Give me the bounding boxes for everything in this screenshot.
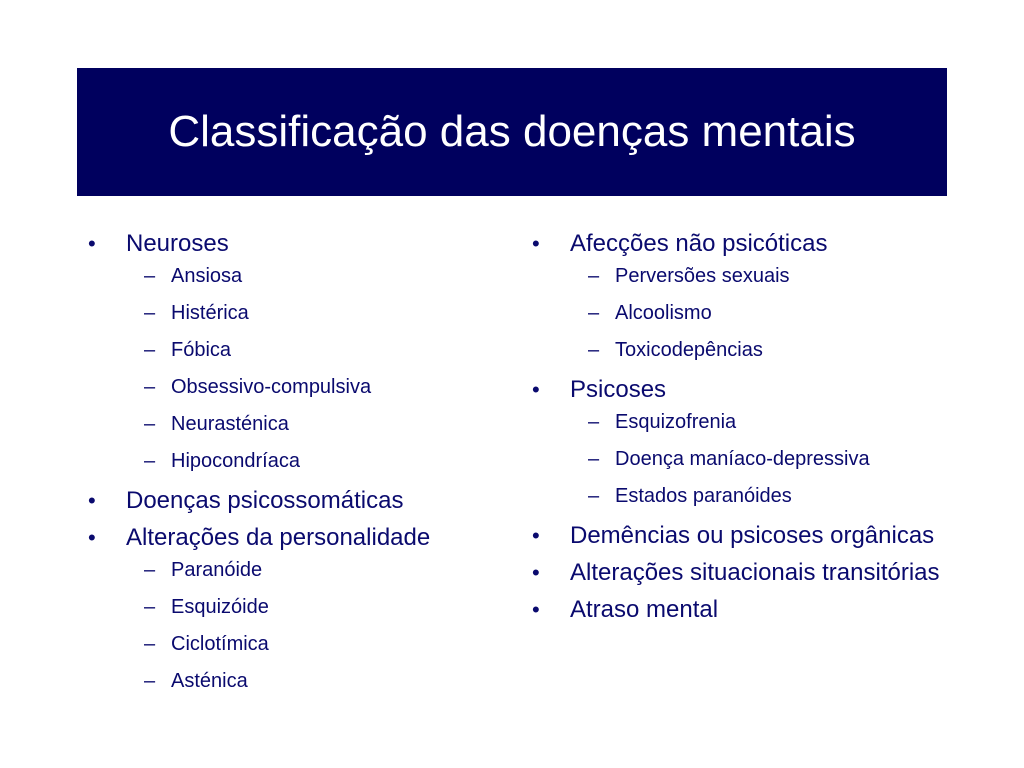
sub-list [88, 558, 508, 693]
sub-item-label: Obsessivo-compulsiva [171, 376, 372, 398]
dash-icon: – [588, 485, 600, 507]
dash-icon: – [588, 302, 600, 324]
bullet-level1 [532, 375, 972, 405]
sub-item [88, 632, 508, 656]
bullet-item [532, 558, 972, 588]
bullet-dot-icon: • [532, 231, 540, 256]
sub-item [88, 301, 508, 325]
bullet-level1 [532, 229, 972, 259]
bullet-item [532, 375, 972, 508]
bullet-label: Afecções não psicóticas [570, 230, 828, 257]
dash-icon: – [144, 265, 156, 287]
bullet-label: Alterações da personalidade [126, 524, 431, 551]
left-bullet-list [88, 229, 508, 693]
bullet-label: Neuroses [126, 230, 229, 257]
sub-item [532, 410, 972, 434]
sub-item-label: Esquizóide [171, 596, 269, 618]
sub-list [88, 264, 508, 473]
sub-item-label: Ciclotímica [171, 633, 269, 655]
bullet-item [88, 229, 508, 473]
bullet-dot-icon: • [532, 523, 540, 548]
bullet-dot-icon: • [88, 231, 96, 256]
sub-item [532, 447, 972, 471]
dash-icon: – [144, 302, 156, 324]
sub-item [88, 338, 508, 362]
sub-item-label: Perversões sexuais [615, 265, 790, 287]
dash-icon: – [144, 339, 156, 361]
dash-icon: – [588, 339, 600, 361]
bullet-level1 [532, 521, 972, 551]
sub-item-label: Doença maníaco-depressiva [615, 448, 870, 470]
sub-item [88, 449, 508, 473]
bullet-dot-icon: • [532, 560, 540, 585]
sub-item [88, 412, 508, 436]
sub-item-label: Neurasténica [171, 413, 289, 435]
sub-item-label: Ansiosa [171, 265, 243, 287]
sub-item [532, 484, 972, 508]
bullet-level1 [532, 595, 972, 625]
sub-item-label: Asténica [171, 670, 248, 692]
dash-icon: – [588, 411, 600, 433]
sub-item [88, 264, 508, 288]
sub-item-label: Fóbica [171, 339, 232, 361]
bullet-dot-icon: • [532, 597, 540, 622]
sub-item-label: Alcoolismo [615, 302, 712, 324]
bullet-label: Demências ou psicoses orgânicas [570, 522, 935, 549]
bullet-item [88, 486, 508, 516]
sub-item-label: Histérica [171, 302, 249, 324]
dash-icon: – [144, 450, 156, 472]
right-column [532, 229, 972, 632]
sub-item [88, 669, 508, 693]
bullet-label: Atraso mental [570, 596, 719, 623]
bullet-label: Alterações situacionais transitórias [570, 559, 940, 586]
right-bullet-list [532, 229, 972, 625]
bullet-item [532, 595, 972, 625]
bullet-dot-icon: • [532, 377, 540, 402]
sub-item [532, 301, 972, 325]
bullet-item [532, 521, 972, 551]
sub-list [532, 264, 972, 362]
bullet-item [88, 523, 508, 693]
dash-icon: – [144, 376, 156, 398]
sub-item [532, 338, 972, 362]
sub-item [88, 375, 508, 399]
dash-icon: – [144, 596, 156, 618]
sub-item [88, 558, 508, 582]
bullet-item [532, 229, 972, 362]
bullet-dot-icon: • [88, 525, 96, 550]
title-bar [77, 68, 947, 196]
sub-item-label: Hipocondríaca [171, 450, 300, 472]
sub-item [532, 264, 972, 288]
bullet-level1 [88, 486, 508, 516]
sub-item [88, 595, 508, 619]
sub-item-label: Estados paranóides [615, 485, 792, 507]
dash-icon: – [144, 670, 156, 692]
slide-title: Classificação das doenças mentais [168, 107, 856, 156]
bullet-level1 [88, 229, 508, 259]
sub-item-label: Paranóide [171, 559, 263, 581]
dash-icon: – [144, 559, 156, 581]
dash-icon: – [144, 633, 156, 655]
sub-list [532, 410, 972, 508]
left-column [88, 229, 508, 706]
bullet-level1 [532, 558, 972, 588]
bullet-label: Doenças psicossomáticas [126, 487, 404, 514]
sub-item-label: Esquizofrenia [615, 411, 737, 433]
dash-icon: – [144, 413, 156, 435]
bullet-dot-icon: • [88, 488, 96, 513]
dash-icon: – [588, 265, 600, 287]
bullet-level1 [88, 523, 508, 553]
dash-icon: – [588, 448, 600, 470]
bullet-label: Psicoses [570, 376, 667, 403]
sub-item-label: Toxicodepências [615, 339, 763, 361]
